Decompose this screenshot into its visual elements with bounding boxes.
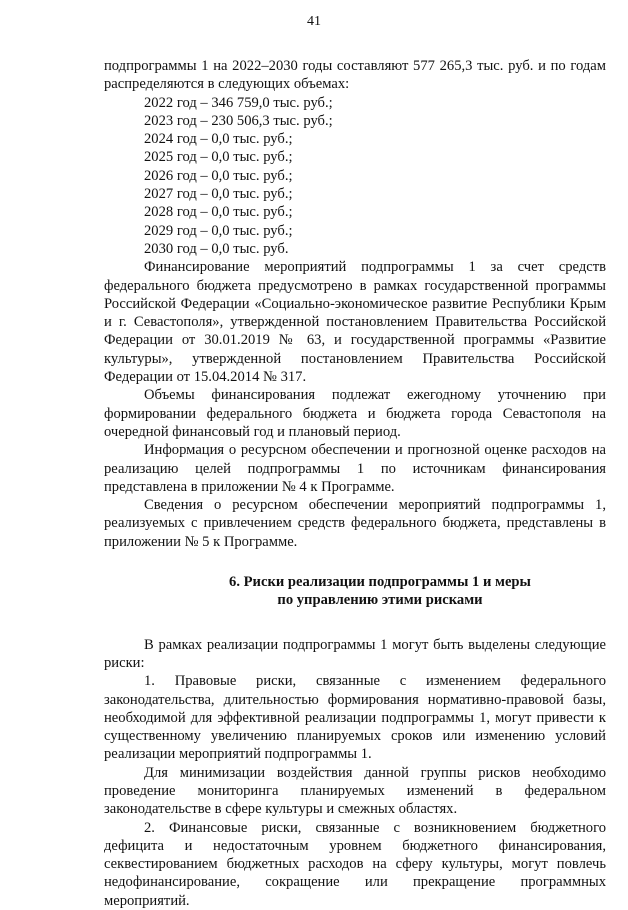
body-paragraph: В рамках реализации подпрограммы 1 могут быть выделены следующие риски: [104, 636, 606, 671]
section-heading-line1: 6. Риски реализации подпрограммы 1 и меры [229, 574, 531, 591]
year-line: 2028 год – 0,0 тыс. руб.; [144, 204, 293, 221]
body-paragraph: Для минимизации воздействия данной группы рисков необходимо проведение мониторинга планируемых изменений в федеральном законодательстве в сфере культуры и смежных областях. [104, 764, 606, 818]
year-line: 2023 год – 230 506,3 тыс. руб.; [144, 112, 333, 129]
funding-by-year-list [104, 94, 606, 259]
body-paragraph: Информация о ресурсном обеспечении и прогнозной оценке расходов на реализацию целей подпрограммы 1 по источникам финансирования представлена в приложении № 4 к Программе. [104, 442, 606, 495]
section-heading-line2: по управлению этими рисками [277, 592, 483, 609]
body-paragraph: Сведения о ресурсном обеспечении мероприятий подпрограммы 1, реализуемых с привлечением средств федерального бюджета, представлены в приложении № 5 к Программе. [104, 497, 606, 550]
year-line: 2025 год – 0,0 тыс. руб.; [144, 149, 293, 166]
body-paragraph: Финансирование мероприятий подпрограммы 1 за счет средств федерального бюджета предусмотрено в рамках государственной программы Российской Федерации «Социально-экономическое развитие Республики Крым и г. Севастополя», утвержденной постановлением Правительства Российской Федерации от 30.01.2019 № 63, и государственной программы «Развитие культуры», утвержденной постановлением Правительства Российской Федерации от 15.04.2014 № 317. [104, 259, 606, 386]
year-line: 2027 год – 0,0 тыс. руб.; [144, 186, 293, 203]
body-paragraph: 2. Финансовые риски, связанные с возникновением бюджетного дефицита и недостаточным уровнем бюджетного финансирования, секвестированием бюджетных расходов на сферу культуры, могут повлечь недофинансирование, сокращение или прекращение программных мероприятий. [104, 819, 606, 909]
year-line: 2022 год – 346 759,0 тыс. руб.; [144, 94, 333, 111]
page-body [104, 57, 606, 910]
intro-paragraph: подпрограммы 1 на 2022–2030 годы составляют 577 265,3 тыс. руб. и по годам распределяются в следующих объемах: [104, 58, 606, 93]
page-number: 41 [307, 14, 321, 29]
body-paragraph: 1. Правовые риски, связанные с изменением федерального законодательства, длительностью формирования нормативно-правовой базы, необходимой для эффективной реализации подпрограммы 1, могут привести к существенному увеличению планируемых сроков или изменению условий реализации мероприятий подпрограммы 1. [104, 673, 606, 763]
year-line: 2024 год – 0,0 тыс. руб.; [144, 131, 293, 148]
body-paragraph: Объемы финансирования подлежат ежегодному уточнению при формировании федерального бюджета и бюджета города Севастополя на очередной финансовый год и плановый период. [104, 387, 606, 440]
year-line: 2030 год – 0,0 тыс. руб. [144, 240, 289, 257]
year-line: 2029 год – 0,0 тыс. руб.; [144, 222, 293, 239]
year-line: 2026 год – 0,0 тыс. руб.; [144, 167, 293, 184]
